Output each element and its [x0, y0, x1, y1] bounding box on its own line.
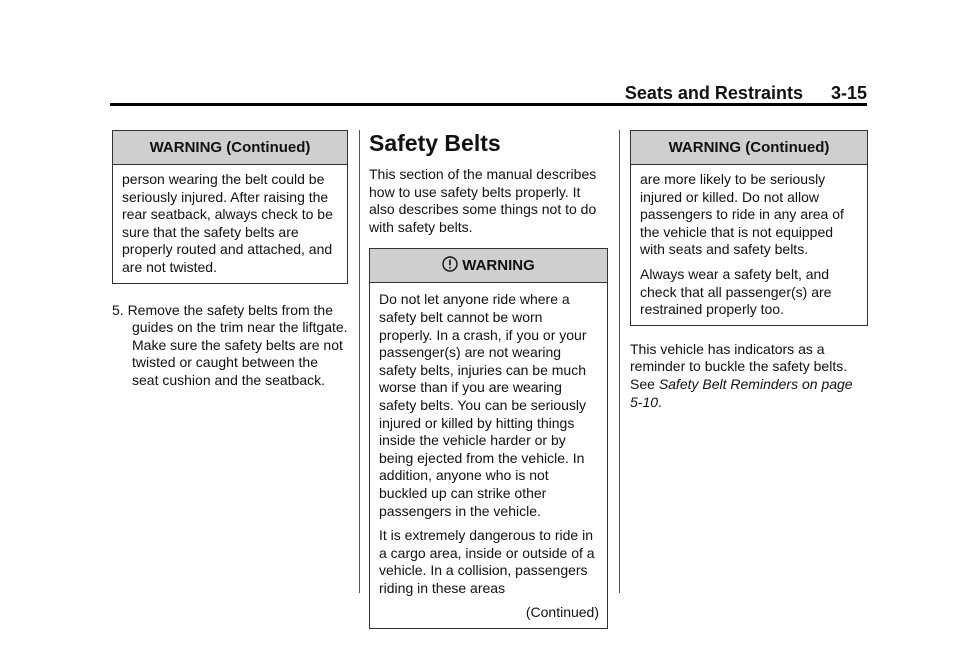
warning-body: [631, 165, 867, 325]
warning-label: WARNING: [462, 257, 535, 275]
warning-paragraph: Do not let anyone ride where a safety belt cannot be worn properly. In a crash, if you or your passenger(s) are not wearing safety belts, injuries can be much worse than if you are wearing safety belts. You can be seriously injured or killed by hitting things inside the vehicle harder or by being ejected from the vehicle. In addition, anyone who is not buckled up can strike other passengers in the vehicle.: [379, 291, 587, 519]
reminder-paragraph: [630, 341, 868, 411]
page-header: [110, 80, 867, 104]
warning-heading: WARNING (Continued): [113, 131, 347, 165]
section-title: Safety Belts: [369, 130, 501, 156]
column-divider: [619, 130, 620, 593]
reminder-suffix: .: [658, 393, 662, 410]
column-left: [112, 130, 348, 390]
step-item: 5. Remove the safety belts from the guides on the trim near the liftgate. Make sure the safety belts are not twisted or caught between the seat cushion and the seatback.: [112, 301, 348, 388]
warning-icon: [442, 251, 458, 285]
page-number: 3-15: [830, 83, 867, 103]
warning-body: [370, 283, 607, 628]
warning-text: person wearing the belt could be seriously injured. After raising the rear seatback, always check to be sure that the safety belts are properly routed and attached, and are not twisted.: [122, 171, 333, 275]
section-title-header: Seats and Restraints: [624, 83, 803, 103]
warning-heading: [370, 249, 607, 283]
reminder-text: This vehicle has indicators as a reminder to buckle the safety belts. See: [630, 340, 848, 392]
continued-label: (Continued): [525, 604, 599, 621]
warning-paragraph: It is extremely dangerous to ride in a cargo area, inside or outside of a vehicle. In a collision, passengers riding in these areas: [379, 527, 595, 596]
warning-box: [369, 248, 608, 629]
header-rule: [110, 103, 867, 106]
warning-body: [113, 165, 347, 283]
cross-reference-link[interactable]: Safety Belt Reminders on page 5-10: [630, 375, 853, 410]
intro-paragraph: This section of the manual describes how to use safety belts properly. It also describes some things not to do with safety belts.: [369, 166, 597, 235]
warning-paragraph: Always wear a safety belt, and check that all passenger(s) are restrained properly too.: [640, 265, 832, 318]
column-middle: [369, 130, 608, 629]
warning-paragraph: are more likely to be seriously injured or killed. Do not allow passengers to ride in any area of the vehicle that is not equipped with seats and safety belts.: [640, 171, 844, 258]
warning-box: [112, 130, 348, 284]
column-divider: [359, 130, 360, 593]
column-right: [630, 130, 868, 411]
warning-heading: WARNING (Continued): [631, 131, 867, 165]
warning-box: [630, 130, 868, 326]
